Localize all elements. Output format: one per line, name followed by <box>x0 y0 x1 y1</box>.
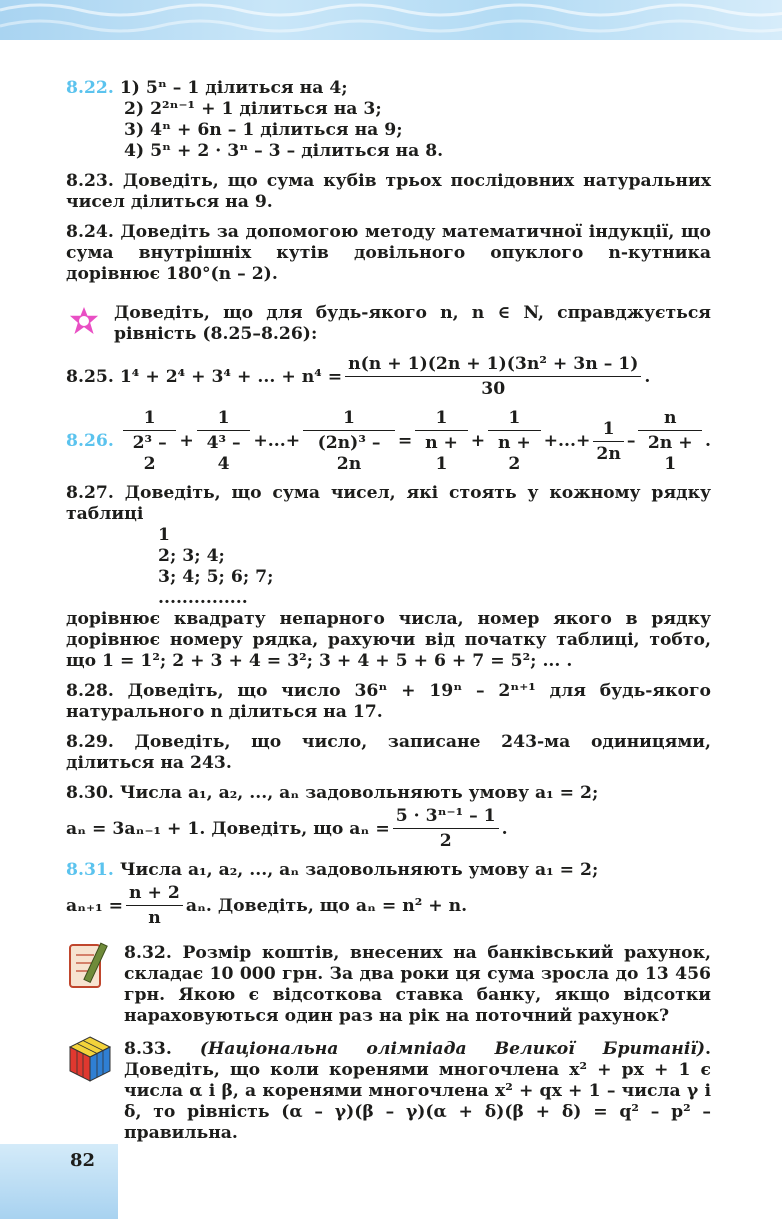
intro-8-25-8-26 <box>66 303 711 345</box>
fraction <box>488 408 540 475</box>
exercise-8-30 <box>66 783 711 804</box>
fraction <box>345 354 641 400</box>
exercise-text: Доведіть за допомогою методу математичної індукції, що сума внутрішніх кутів довільного опуклого n-кутника дорівнює 180°(n – 2). <box>66 222 712 284</box>
denominator: 2n <box>596 443 621 464</box>
exercise-text-continued: дорівнює квадрату непарного числа, номер якого в рядку дорівнює номеру рядка, рахуючи від початку таблиці, тобто, що 1 = 1²; 2 + 3 + 4 = 3²; 3 + 4 + 5 + 6 + 7 = 5²; ... . <box>66 609 711 671</box>
fraction <box>393 806 499 852</box>
exercise-text: Доведіть, що число 36ⁿ + 19ⁿ – 2ⁿ⁺¹ для будь-якого натурального n ділиться на 17. <box>66 681 711 722</box>
equation-lhs: 1⁴ + 2⁴ + 3⁴ + ... + n⁴ = <box>119 366 343 387</box>
exercise-8-33 <box>66 1039 711 1144</box>
puzzle-star-icon <box>66 303 102 339</box>
denominator: n <box>148 908 161 928</box>
exercise-number: 8.26. <box>66 431 114 451</box>
numerator: n(n + 1)(2n + 1)(3n² + 3n – 1) <box>345 354 641 377</box>
fraction <box>126 883 183 929</box>
fraction <box>303 408 395 475</box>
exercise-text: . Доведіть, що коли коренями многочлена x² + px + 1 є числа α і β, а коренями многочлена x² + qx + 1 – числа γ і δ, то рівність (α – γ)(β – γ)(α + δ)(β + δ) = q² – p² – правильна. <box>124 1039 711 1143</box>
exercise-8-31 <box>66 860 711 881</box>
denominator: 2 <box>439 831 452 851</box>
numerator: n <box>638 408 702 431</box>
exercise-8-27 <box>66 483 711 672</box>
exercise-8-32 <box>66 943 711 1027</box>
subitem: 3) 4ⁿ + 6n – 1 ділиться на 9; <box>124 120 403 140</box>
bottom-corner-band <box>0 1144 118 1219</box>
exercise-8-26: 8.26. $\frac{1}{\text{2³ – 2}}$ + $\frac{1}{\text{4³ – 4}}$ +...+ $\frac{1}{\text{(2n)³ – 2n}}$ = $\frac{1}{n + 1}$ + $\frac{1}{n + 2}$ +...+ $\frac{1}{2n}$ – $\frac{n}{2n + 1}$ . <box>66 408 711 474</box>
exercise-number: 8.30. <box>66 783 114 803</box>
exercise-number: 8.28. <box>66 681 114 701</box>
denominator: 2n + 1 <box>647 433 693 474</box>
formula-text: aₙ = 3aₙ₋₁ + 1. Доведіть, що aₙ = <box>66 818 390 839</box>
top-decorative-band <box>0 0 782 40</box>
subitem: 2) 2²ⁿ⁻¹ + 1 ділиться на 3; <box>124 99 382 119</box>
fraction <box>123 408 177 475</box>
exercise-text: Доведіть, що число, записане 243-ма одиницями, ділиться на 243. <box>66 732 711 773</box>
exercise-8-25: 8.25. 1⁴ + 2⁴ + 3⁴ + ... + n⁴ = $\frac{\text{n(n + 1)(2n + 1)(3n² + 3n – 1)}}{30}$ . <box>66 354 651 399</box>
exercise-number: 8.22. <box>66 78 114 98</box>
numerator: 5 · 3ⁿ⁻¹ – 1 <box>393 806 499 829</box>
table-row: 3; 4; 5; 6; 7; <box>158 567 274 587</box>
exercise-text: Доведіть, що сума чисел, які стоять у кожному рядку таблиці <box>66 483 712 524</box>
fraction <box>593 419 623 465</box>
page-number: 82 <box>70 1150 96 1171</box>
exercise-text: Числа a₁, a₂, ..., aₙ задовольняють умову a₁ = 2; <box>119 783 599 803</box>
exercise-number: 8.29. <box>66 732 114 752</box>
table-row: ............... <box>158 588 248 608</box>
exercise-8-28 <box>66 681 711 723</box>
exercise-text: Доведіть, що сума кубів трьох послідовних натуральних чисел ділиться на 9. <box>66 171 711 212</box>
exercise-source: (Національна олімпіада Великої Британії) <box>199 1039 706 1059</box>
exercise-number: 8.33. <box>124 1039 172 1059</box>
exercise-8-23 <box>66 171 711 213</box>
table-row: 2; 3; 4; <box>158 546 225 566</box>
formula-lhs: aₙ₊₁ = <box>66 895 124 916</box>
fraction <box>638 408 702 475</box>
exercise-8-24 <box>66 222 711 285</box>
numerator: 1 <box>197 408 251 431</box>
denominator: n + 2 <box>497 433 531 474</box>
intro-text: Доведіть, що для будь-якого n, n ∈ N, справджується рівність (8.25–8.26): <box>114 303 711 344</box>
denominator: (2n)³ – 2n <box>317 433 381 474</box>
fraction <box>415 408 467 475</box>
wave-pattern-icon <box>0 0 782 40</box>
exercise-number: 8.25. <box>66 366 114 387</box>
rubik-cube-icon <box>66 1035 114 1083</box>
exercise-number: 8.24. <box>66 222 114 242</box>
exercise-list <box>66 78 711 1153</box>
exercise-8-29 <box>66 732 711 774</box>
numerator: 1 <box>593 419 623 442</box>
exercise-number: 8.32. <box>124 943 172 963</box>
numerator: 1 <box>415 408 467 431</box>
notebook-pencil-icon <box>66 939 112 991</box>
numerator: 1 <box>488 408 540 431</box>
numerator: 1 <box>303 408 395 431</box>
formula-rest: aₙ. Доведіть, що aₙ = n² + n. <box>185 895 468 916</box>
exercise-text: Розмір коштів, внесених на банківський рахунок, складає 10 000 грн. За два роки ця сума зросла до 13 456 грн. Якою є відсоткова ставка банку, якщо відсотки нараховуються один раз на рік на поточний рахунок? <box>124 943 711 1026</box>
table-row: 1 <box>158 525 170 545</box>
denominator: 2³ – 2 <box>132 433 167 474</box>
fraction <box>197 408 251 475</box>
exercise-text: Числа a₁, a₂, ..., aₙ задовольняють умову a₁ = 2; <box>119 860 599 880</box>
exercise-number: 8.23. <box>66 171 114 191</box>
exercise-8-22 <box>66 78 711 162</box>
denominator: n + 1 <box>425 433 458 474</box>
denominator: 30 <box>481 379 506 399</box>
exercise-8-31-formula <box>66 883 711 929</box>
subitem: 1) 5ⁿ – 1 ділиться на 4; <box>119 78 348 98</box>
exercise-8-30-formula: aₙ = 3aₙ₋₁ + 1. Доведіть, що aₙ = $\frac{\text{5 · 3ⁿ⁻¹ – 1}}{2}$ . <box>66 806 508 851</box>
subitem: 4) 5ⁿ + 2 · 3ⁿ – 3 – ділиться на 8. <box>124 141 444 161</box>
exercise-number: 8.31. <box>66 860 114 880</box>
numerator: 1 <box>123 408 177 431</box>
exercise-number: 8.27. <box>66 483 114 503</box>
numerator: n + 2 <box>126 883 183 906</box>
denominator: 4³ – 4 <box>206 433 241 474</box>
